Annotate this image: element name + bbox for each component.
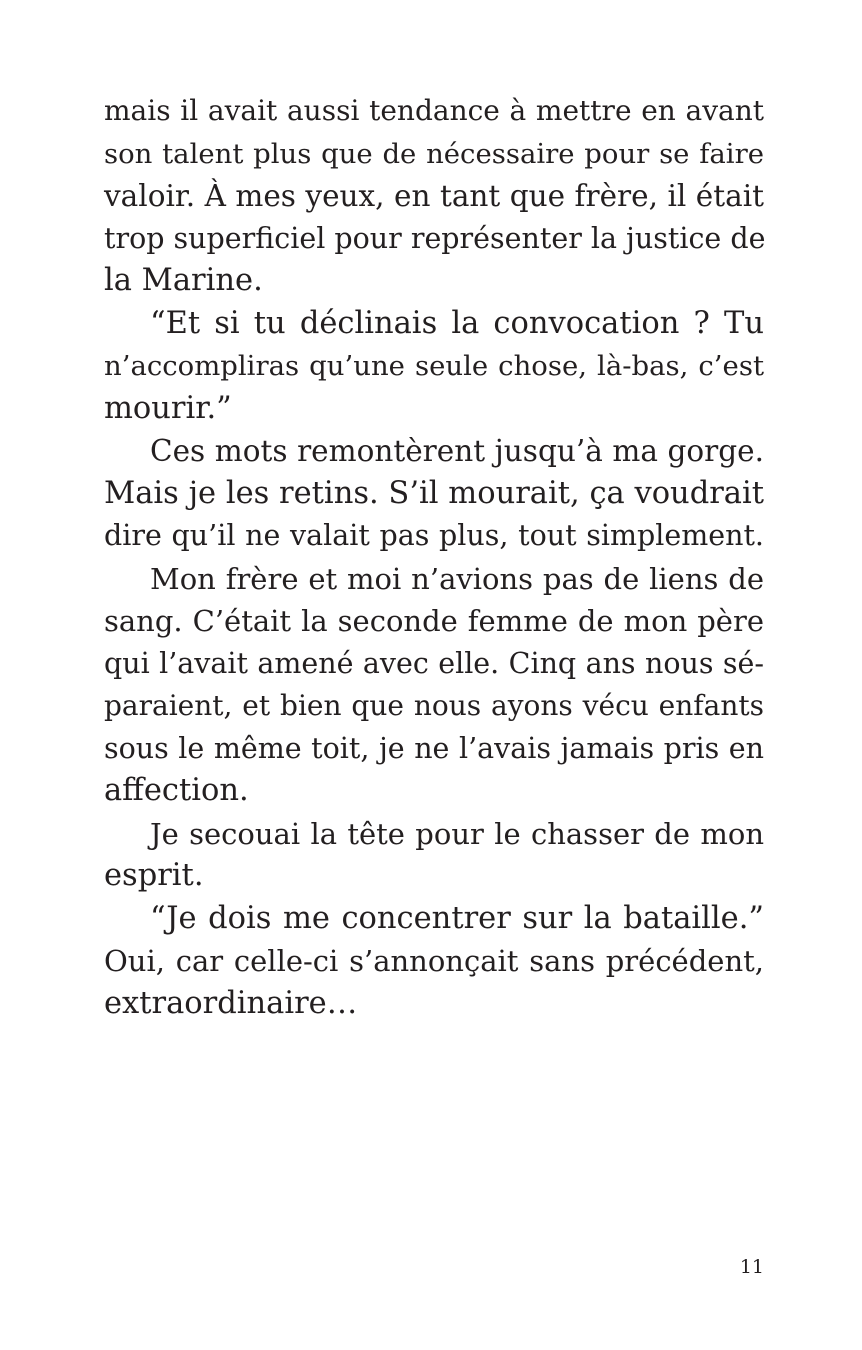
text-line: Mais je les retins. S’il mourait, ça voudrait: [104, 475, 764, 511]
text-line: qui l’avait amené avec elle. Cinq ans nous sé-: [104, 646, 764, 680]
text-line: affection.: [104, 773, 249, 808]
text-line: son talent plus que de nécessaire pour se faire: [104, 137, 764, 170]
text-line: extraordinaire…: [104, 985, 358, 1021]
text-line: la Marine.: [104, 263, 263, 298]
text-line: n’accompliras qu’une seule chose, là-bas, c’est: [104, 350, 764, 382]
text-line: sang. C’était la seconde femme de mon père: [104, 604, 764, 638]
text-line: Ces mots remontèrent jusqu’à ma gorge.: [150, 434, 764, 468]
text-line: Mon frère et moi n’avions pas de liens de: [150, 561, 764, 596]
text-line: dire qu’il ne valait pas plus, tout simplement.: [104, 519, 764, 552]
text-line: “Et si tu déclinais la convocation ? Tu: [150, 305, 764, 341]
page-number: 11: [739, 1256, 764, 1278]
text-line: trop superficiel pour représenter la justice de: [104, 221, 766, 255]
text-line: “Je dois me concentrer sur la bataille.”: [150, 900, 764, 936]
text-line: paraient, et bien que nous ayons vécu enfants: [104, 689, 764, 722]
text-line: esprit.: [104, 858, 204, 893]
text-line: Je secouai la tête pour le chasser de mon: [150, 816, 764, 851]
body-text: [104, 90, 764, 1025]
text-line: Oui, car celle-ci s’annonçait sans précédent,: [104, 944, 764, 978]
text-line: valoir. À mes yeux, en tant que frère, il était: [104, 179, 764, 213]
text-line: mais il avait aussi tendance à mettre en avant: [104, 94, 764, 127]
text-line: mourir.”: [104, 390, 232, 426]
text-line: sous le même toit, je ne l’avais jamais pris en: [104, 731, 764, 765]
